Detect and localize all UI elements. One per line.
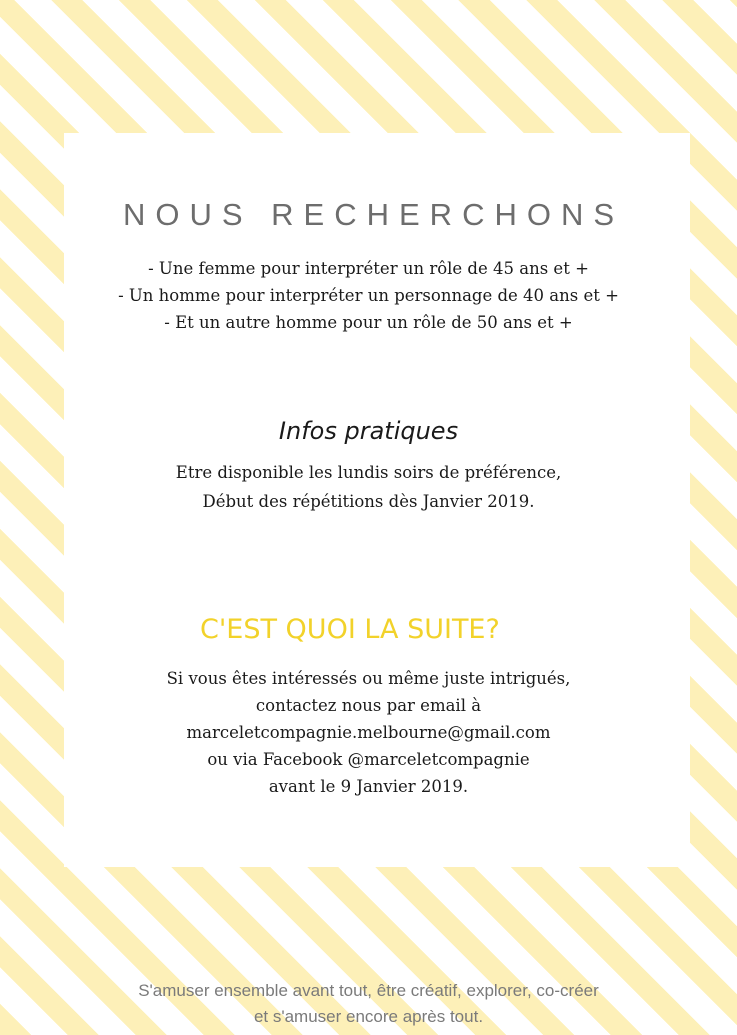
footer-line: S'amuser ensemble avant tout, être créatif, explorer, co-créer	[138, 981, 599, 1000]
role-line: - Et un autre homme pour un rôle de 50 ans et +	[164, 313, 573, 332]
infos-line: Début des répétitions dès Janvier 2019.	[202, 492, 535, 511]
suite-text	[0, 665, 737, 800]
infos-title: Infos pratiques	[278, 417, 459, 445]
footer-tagline	[0, 978, 737, 1030]
contact-email[interactable]: marceletcompagnie.melbourne@gmail.com	[186, 723, 551, 742]
role-line: - Un homme pour interpréter un personnage de 40 ans et +	[118, 286, 619, 305]
page-title: NOUS RECHERCHONS	[122, 197, 625, 232]
roles-list	[0, 255, 737, 336]
contact-facebook[interactable]: ou via Facebook @marceletcompagnie	[207, 750, 530, 769]
suite-line: Si vous êtes intéressés ou même juste intrigués,	[166, 669, 571, 688]
suite-title: C'EST QUOI LA SUITE?	[200, 614, 500, 645]
footer-line: et s'amuser encore après tout.	[253, 1007, 484, 1026]
infos-text	[0, 458, 737, 516]
suite-line: contactez nous par email à	[255, 696, 482, 715]
role-line: - Une femme pour interpréter un rôle de 45 ans et +	[148, 259, 589, 278]
suite-line: avant le 9 Janvier 2019.	[268, 777, 469, 796]
infos-line: Etre disponible les lundis soirs de préférence,	[175, 463, 562, 482]
